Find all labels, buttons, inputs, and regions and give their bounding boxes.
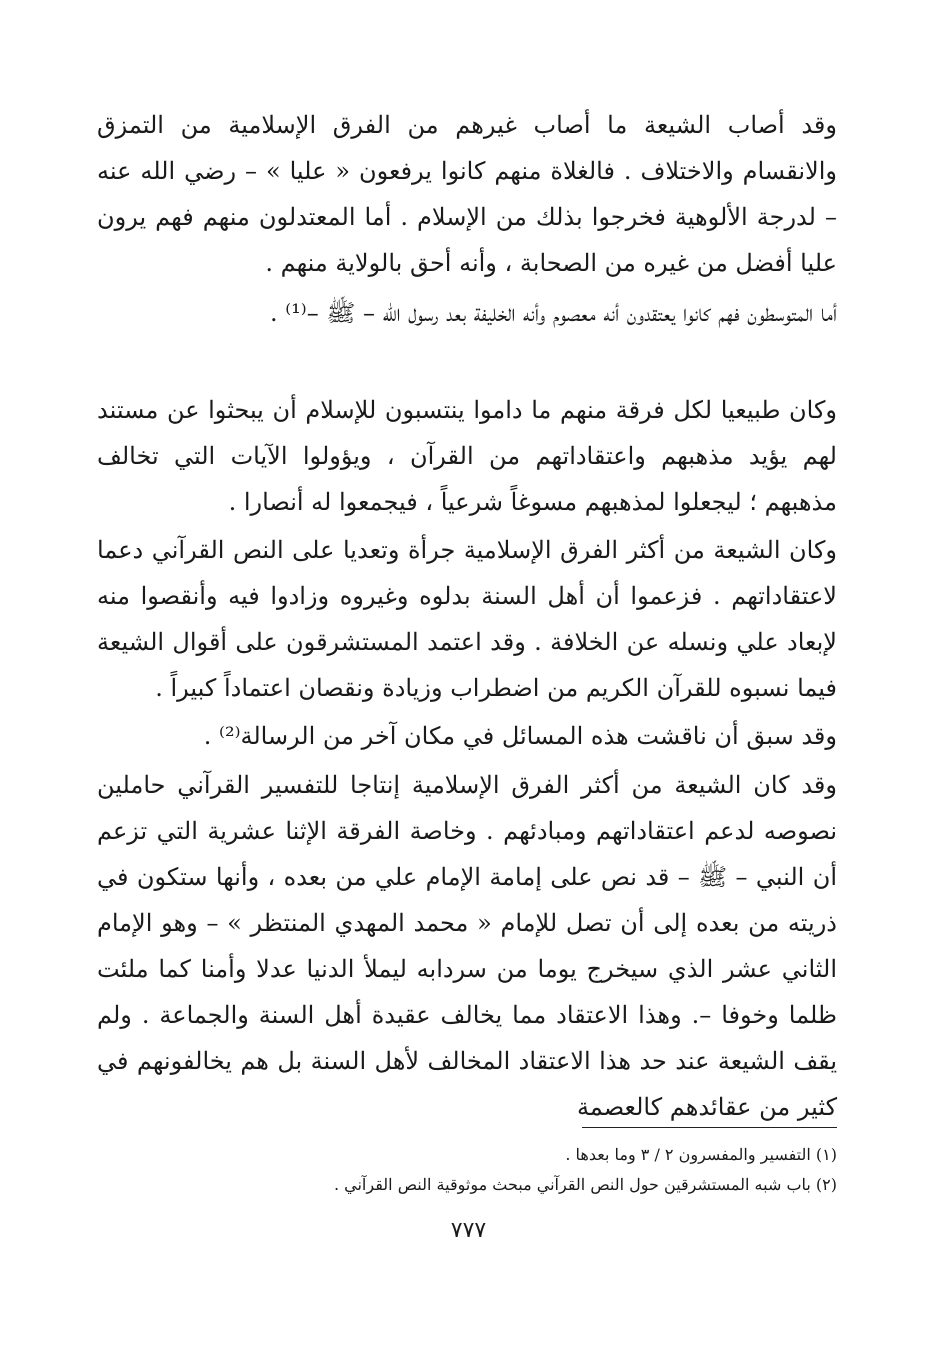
footnotes-list [97, 1140, 837, 1200]
paragraph-4: وكان الشيعة من أكثر الفرق الإسلامية جرأة وتعديا على النص القرآني دعما لاعتقاداتهم . فزعموا أن أهل السنة بدلوه وغيروه وزادوا فيه وأنقصوا منه لإبعاد علي ونسله عن الخلافة . وقد اعتمد المستشرقون على أقوال الشيعة فيما نسبوه للقرآن الكريم من اضطراب وزيادة ونقصان اعتماداً كبيراً . [97, 536, 837, 702]
footnote-2: (٢) باب شبه المستشرقين حول النص القرآني مبحث موثوقية النص القرآني . [333, 1175, 837, 1194]
footnote-1: (١) التفسير والمفسرون ٢ / ٣ وما بعدها . [565, 1145, 837, 1164]
paragraph-5: وقد سبق أن ناقشت هذه المسائل في مكان آخر من الرسالة⁽²⁾ . [203, 722, 837, 750]
paragraph-2: أما المتوسطون فهم كانوا يعتقدون أنه معصوم وأنه الخليفة بعد رسول الله – ﷺ –⁽¹⁾ . [270, 299, 837, 327]
page-number: ٧٧٧ [450, 1218, 487, 1243]
paragraph-6: وقد كان الشيعة من أكثر الفرق الإسلامية إنتاجا للتفسير القرآني حاملين نصوصه لدعم اعتقاداتهم ومبادئهم . وخاصة الفرقة الإثنا عشرية التي تزعم أن النبي – ﷺ – قد نص على إمامة الإمام علي من بعده ، وأنها ستكون في ذريته من بعده إلى أن تصل للإمام « محمد المهدي المنتظر » – وهو الإمام الثاني عشر الذي سيخرج يوما من سردابه ليملأ الدنيا عدلا وأمنا كما ملئت ظلما وخوفا –. وهذا الاعتقاد مما يخالف عقيدة أهل السنة والجماعة . ولم يقف الشيعة عند حد هذا الاعتقاد المخالف لأهل السنة بل هم يخالفونهم في كثير من عقائدهم كالعصمة [97, 771, 837, 1121]
footnote-divider [582, 1127, 837, 1128]
paragraph-3: وكان طبيعيا لكل فرقة منهم ما داموا ينتسبون للإسلام أن يبحثوا عن مستند لهم يؤيد مذهبهم واعتقاداتهم من القرآن ، ويؤولوا الآيات التي تخالف مذهبهم ؛ ليجعلوا لمذهبهم مسوغاً شرعياً ، فيجمعوا له أنصارا . [97, 396, 837, 516]
paragraph-1: وقد أصاب الشيعة ما أصاب غيرهم من الفرق الإسلامية من التمزق والانقسام والاختلاف . فالغلاة منهم كانوا يرفعون « عليا » – رضي الله عنه – لدرجة الألوهية فخرجوا بذلك من الإسلام . أما المعتدلون منهم فهم يرون عليا أفضل من غيره من الصحابة ، وأنه أحق بالولاية منهم . [97, 111, 837, 277]
